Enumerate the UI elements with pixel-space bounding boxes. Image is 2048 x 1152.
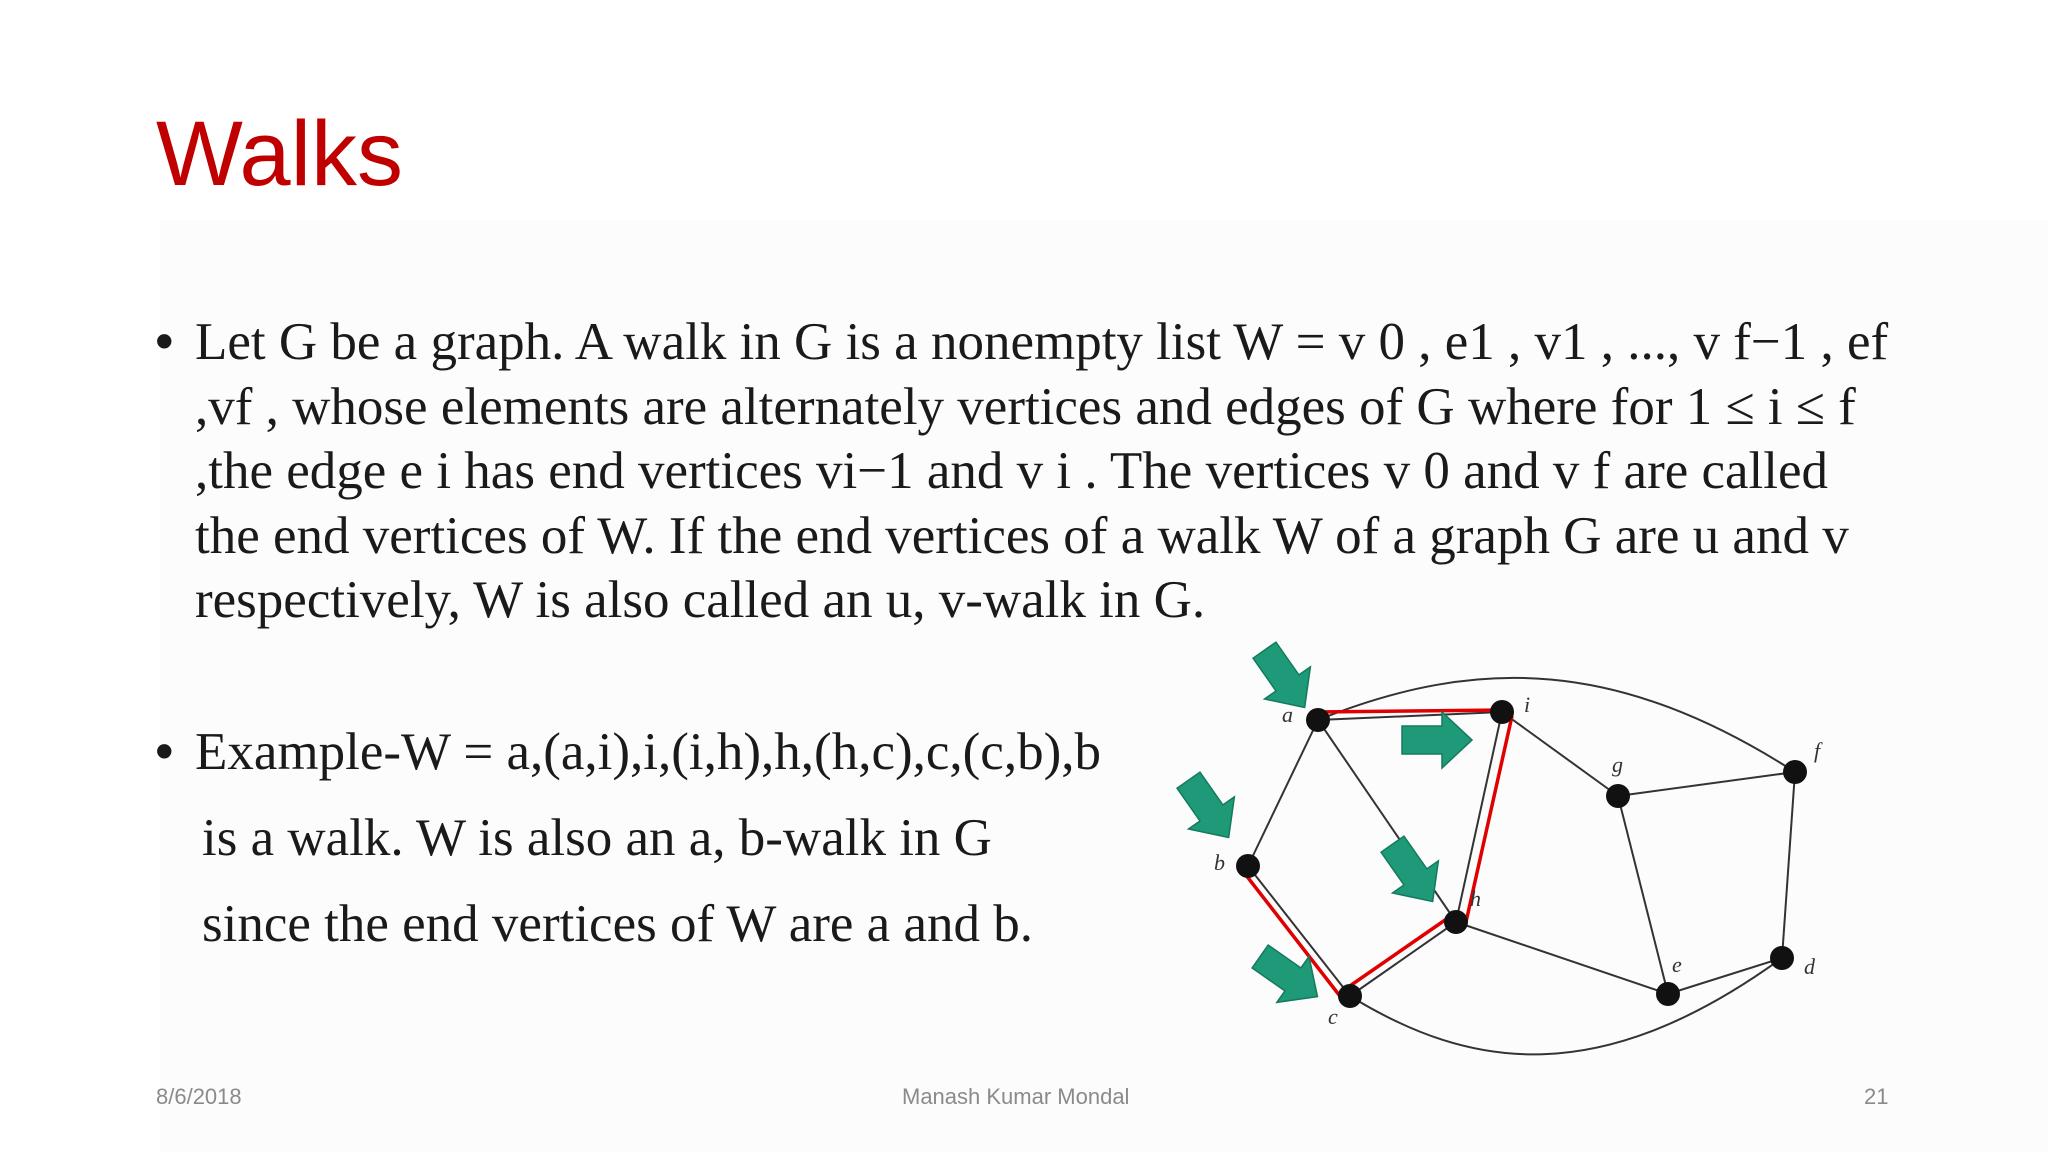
edge-i-g <box>1502 712 1618 796</box>
edge-h-c <box>1350 922 1456 996</box>
vertex-c <box>1338 984 1362 1008</box>
vertex-f <box>1783 760 1807 784</box>
footer-date: 8/6/2018 <box>156 1084 242 1109</box>
vertex-i <box>1490 700 1514 724</box>
slide-title: Walks <box>156 103 404 205</box>
vertex-label-d: d <box>1804 954 1815 979</box>
footer-page-number: 21 <box>1864 1084 1889 1109</box>
bullet-text: Let G be a graph. A walk in G is a nonempty list W = v 0 , e1 , v1 , ..., v f−1 , ef ,vf , whose elements are alternately vertices and edges of G where for 1 ≤ i ≤ f ,the edge e i has end vertices vi−1 and v i . The vertices v 0 and v f are called the end vertices of W. If the end vertices of a walk W of a graph G are u and v respectively, W is also called an u, v-walk in G. <box>195 313 1889 629</box>
walk-edge-h-c <box>1344 918 1448 990</box>
vertex-label-b: b <box>1214 850 1225 875</box>
graph-edges <box>1248 678 1795 1055</box>
vertex-label-g: g <box>1612 752 1623 777</box>
vertex-h <box>1444 910 1468 934</box>
walk-arrows <box>1166 634 1472 1019</box>
edge-h-e <box>1456 922 1668 994</box>
vertex-b <box>1236 854 1260 878</box>
arrow-pointing-b-icon <box>1166 764 1252 853</box>
bullet-marker: • <box>155 312 174 371</box>
edge-a-b <box>1248 720 1318 866</box>
arrow-pointing-c-icon <box>1244 934 1333 1020</box>
bullet-marker: • <box>155 722 174 781</box>
vertex-label-f: f <box>1814 738 1821 763</box>
arrow-pointing-i-icon <box>1402 712 1472 768</box>
vertex-label-e: e <box>1672 952 1682 977</box>
edge-c-d <box>1350 958 1782 1054</box>
edge-a-f <box>1318 678 1795 772</box>
vertex-g <box>1606 784 1630 808</box>
edge-f-d <box>1782 772 1795 958</box>
vertex-label-i: i <box>1524 692 1531 717</box>
vertex-d <box>1770 946 1794 970</box>
example-text-line-2: is a walk. W is also an a, b-walk in G <box>202 809 992 867</box>
vertex-a <box>1306 708 1330 732</box>
example-text-line-1: Example-W = a,(a,i),i,(i,h),h,(h,c),c,(c,b),b <box>195 723 1101 781</box>
example-text-line-3: since the end vertices of W are a and b. <box>202 895 1033 953</box>
vertex-label-c: c <box>1328 1004 1338 1029</box>
edge-g-f <box>1618 772 1795 796</box>
walk-edge-a-i <box>1316 710 1506 712</box>
edge-g-e <box>1618 796 1668 994</box>
edge-e-d <box>1668 958 1782 994</box>
vertex-label-a: a <box>1282 702 1293 727</box>
footer-author: Manash Kumar Mondal <box>902 1084 1130 1109</box>
vertex-label-h: h <box>1470 886 1481 911</box>
vertex-e <box>1656 982 1680 1006</box>
graph-vertices <box>1236 700 1807 1008</box>
